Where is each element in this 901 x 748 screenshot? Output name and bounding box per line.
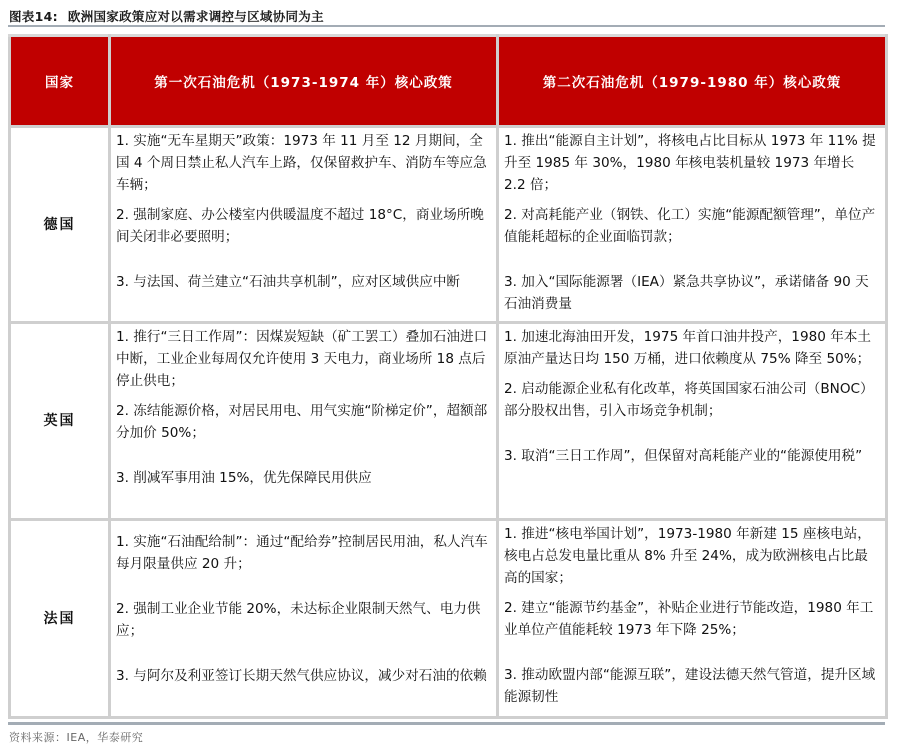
figure-title xyxy=(9,7,324,25)
policy-item: 2. 启动能源企业私有化改革，将英国国家石油公司（BNOC）部分股权出售，引入市场竞争机制； xyxy=(504,381,874,419)
policy-item: 3. 取消“三日工作周”，但保留对高耗能产业的“能源使用税” xyxy=(504,448,863,464)
policy-item: 1. 实施“无车星期天”政策：1973 年 11 月至 12 月期间，全国 4 个周日禁止私人汽车上路，仅保留救护车、消防车等应急车辆； xyxy=(116,133,487,193)
policy-item: 3. 削减军事用油 15%，优先保障民用供应 xyxy=(116,470,372,486)
policy-item: 2. 建立“能源节约基金”，补贴企业进行节能改造，1980 年工业单位产值能耗较 1973 年下降 25%； xyxy=(504,600,874,638)
first-crisis-policies xyxy=(110,520,498,718)
second-crisis-policies xyxy=(498,323,887,520)
policy-item: 2. 冻结能源价格，对居民用电、用气实施“阶梯定价”，超额部分加价 50%； xyxy=(116,403,488,441)
source-note: 资料来源：IEA，华泰研究 xyxy=(9,731,144,744)
header-country: 国家 xyxy=(10,36,110,127)
policy-comparison-table xyxy=(8,34,888,719)
table-row-uk xyxy=(10,323,887,520)
figure-label: 图表14: xyxy=(9,9,58,24)
policy-item: 2. 对高耗能产业（钢铁、化工）实施“能源配额管理”，单位产值能耗超标的企业面临罚款； xyxy=(504,207,876,245)
policy-item: 1. 推出“能源自主计划”，将核电占比目标从 1973 年 11% 提升至 1985 年 30%，1980 年核电装机量较 1973 年增长 2.2 倍； xyxy=(504,133,876,193)
policy-item: 3. 与法国、荷兰建立“石油共享机制”，应对区域供应中断 xyxy=(116,274,461,290)
country-cell: 德国 xyxy=(10,127,110,323)
first-crisis-policies xyxy=(110,323,498,520)
policy-item: 1. 实施“石油配给制”：通过“配给券”控制居民用油，私人汽车每月限量供应 20 升； xyxy=(116,534,488,572)
country-cell: 法国 xyxy=(10,520,110,718)
second-crisis-policies xyxy=(498,127,887,323)
policy-item: 3. 加入“国际能源署（IEA）紧急共享协议”，承诺储备 90 天石油消费量 xyxy=(504,274,869,312)
policy-item: 3. 推动欧盟内部“能源互联”，建设法德天然气管道，提升区域能源韧性 xyxy=(504,667,876,705)
table-header-row xyxy=(10,36,887,127)
first-crisis-policies xyxy=(110,127,498,323)
policy-item: 1. 推进“核电举国计划”，1973-1980 年新建 15 座核电站，核电占总发电量比重从 8% 升至 24%，成为欧洲核电占比最高的国家； xyxy=(504,526,871,586)
policy-item: 3. 与阿尔及利亚签订长期天然气供应协议，减少对石油的依赖 xyxy=(116,668,487,684)
policy-item: 1. 加速北海油田开发，1975 年首口油井投产，1980 年本土原油产量达日均 150 万桶，进口依赖度从 75% 降至 50%； xyxy=(504,329,871,367)
header-first-crisis: 第一次石油危机（1973-1974 年）核心政策 xyxy=(110,36,498,127)
country-cell: 英国 xyxy=(10,323,110,520)
table-row-germany xyxy=(10,127,887,323)
header-second-crisis: 第二次石油危机（1979-1980 年）核心政策 xyxy=(498,36,887,127)
figure-title-text: 欧洲国家政策应对以需求调控与区域协同为主 xyxy=(67,9,324,24)
policy-item: 2. 强制工业企业节能 20%，未达标企业限制天然气、电力供应； xyxy=(116,601,481,639)
title-divider xyxy=(8,25,885,27)
table-row-france xyxy=(10,520,887,718)
policy-item: 1. 推行“三日工作周”：因煤炭短缺（矿工罢工）叠加石油进口中断，工业企业每周仅允许使用 3 天电力，商业场所 18 点后停止供电； xyxy=(116,329,488,389)
bottom-divider xyxy=(8,722,885,725)
policy-item: 2. 强制家庭、办公楼室内供暖温度不超过 18°C，商业场所晚间关闭非必要照明； xyxy=(116,207,484,245)
second-crisis-policies xyxy=(498,520,887,718)
